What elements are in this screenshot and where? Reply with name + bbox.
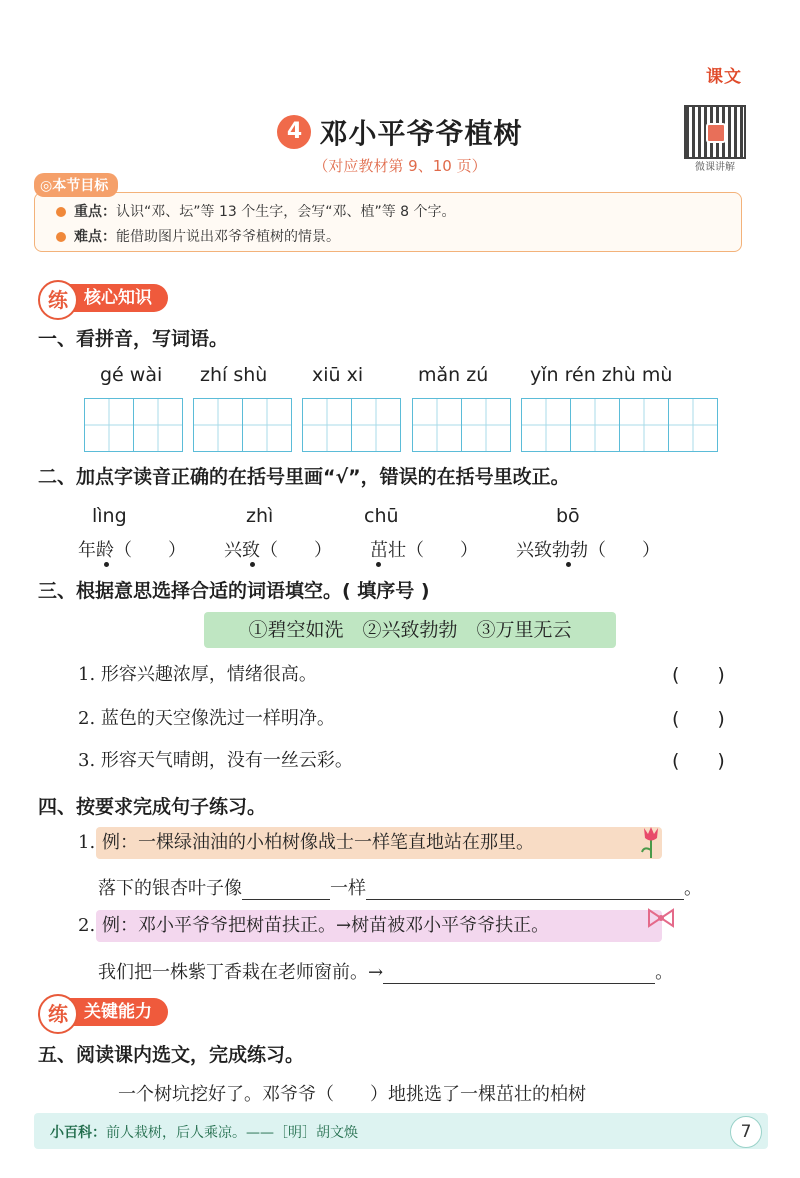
goals-tag: ◎本节目标 <box>34 173 118 197</box>
q2-item-4[interactable]: 兴致勃勃（ ） <box>516 540 660 561</box>
lesson-title: 邓小平爷爷植树 <box>319 117 523 150</box>
pinyin-4: mǎn zú <box>418 364 489 386</box>
q4-task-2: 我们把一株紫丁香栽在老师窗前。→ 。 <box>98 962 674 983</box>
writing-grid-4[interactable] <box>412 398 511 452</box>
q4-ex1-number: 1. <box>78 832 96 853</box>
q4-example-2: 例：邓小平爷爷把树苗扶正。→树苗被邓小平爷爷扶正。 <box>96 910 662 942</box>
pinyin-1: gé wài <box>100 364 163 386</box>
q3-item-2: 2. 蓝色的天空像洗过一样明净。 <box>78 708 335 729</box>
q4-ex2-number: 2. <box>78 915 96 936</box>
q3-item-3: 3. 形容天气晴朗，没有一丝云彩。 <box>78 750 353 771</box>
blank-2[interactable] <box>366 878 684 900</box>
q3-item-1: 1. 形容兴趣浓厚，情绪很高。 <box>78 664 317 685</box>
q3-heading: 三、根据意思选择合适的词语填空。( 填序号 ) <box>38 580 430 602</box>
pinyin-2: zhí shù <box>200 364 268 386</box>
q3-answer-2[interactable]: ( ) <box>672 708 725 730</box>
q4-heading: 四、按要求完成句子练习。 <box>38 796 267 818</box>
writing-grid-5[interactable] <box>521 398 718 452</box>
page-number: 7 <box>730 1116 762 1148</box>
corner-label: 课文 <box>706 67 742 87</box>
bullet-icon <box>56 232 66 242</box>
q4-example-1: 例：一棵绿油油的小柏树像战士一样笔直地站在那里。 <box>96 827 662 859</box>
q2-pinyin-3: chū <box>364 505 399 527</box>
footer-fact: 小百科：前人栽树，后人乘凉。——［明］胡文焕 <box>50 1125 358 1141</box>
bow-icon <box>646 906 676 932</box>
q2-pinyin-1: lìng <box>92 505 127 527</box>
emphasis-dot <box>566 562 571 567</box>
writing-grid-2[interactable] <box>193 398 292 452</box>
lesson-header <box>0 112 800 152</box>
q2-item-2[interactable]: 兴致（ ） <box>224 540 332 561</box>
q3-answer-3[interactable]: ( ) <box>672 750 725 772</box>
q2-heading: 二、加点字读音正确的在括号里画“√”，错误的在括号里改正。 <box>38 466 570 488</box>
q2-item-3[interactable]: 茁壮（ ） <box>370 540 478 561</box>
q2-pinyin-2: zhì <box>246 505 274 527</box>
target-icon: ◎ <box>40 178 53 194</box>
q3-answer-1[interactable]: ( ) <box>672 664 725 686</box>
q1-heading: 一、看拼音，写词语。 <box>38 328 229 350</box>
blank-3[interactable] <box>383 962 655 984</box>
bullet-icon <box>56 207 66 217</box>
goal-key: 重点：认识“邓、坛”等 13 个生字，会写“邓、植”等 8 个字。 <box>56 201 456 221</box>
emphasis-dot <box>250 562 255 567</box>
qr-label: 微课讲解 <box>695 162 735 173</box>
blank-1[interactable] <box>242 878 330 900</box>
q4-task-1: 落下的银杏叶子像 一样 。 <box>98 878 702 899</box>
writing-grid-1[interactable] <box>84 398 183 452</box>
q3-options: ①碧空如洗 ②兴致勃勃 ③万里无云 <box>204 612 616 648</box>
q2-pinyin-4: bō <box>556 505 580 527</box>
writing-grid-3[interactable] <box>302 398 401 452</box>
lesson-number: 4 <box>277 115 311 149</box>
q5-passage: 一个树坑挖好了。邓爷爷（ ）地挑选了一棵茁壮的柏树 <box>118 1084 586 1105</box>
flower-icon <box>636 824 666 860</box>
emphasis-dot <box>104 562 109 567</box>
emphasis-dot <box>376 562 381 567</box>
q2-item-1[interactable]: 年龄（ ） <box>78 540 186 561</box>
q5-heading: 五、阅读课内选文，完成练习。 <box>38 1044 305 1066</box>
pinyin-5: yǐn rén zhù mù <box>530 364 673 386</box>
goal-difficulty: 难点：能借助图片说出邓爷爷植树的情景。 <box>56 226 340 246</box>
pinyin-3: xiū xi <box>312 364 364 386</box>
lesson-subtitle: （对应教材第 9、10 页） <box>313 157 487 175</box>
